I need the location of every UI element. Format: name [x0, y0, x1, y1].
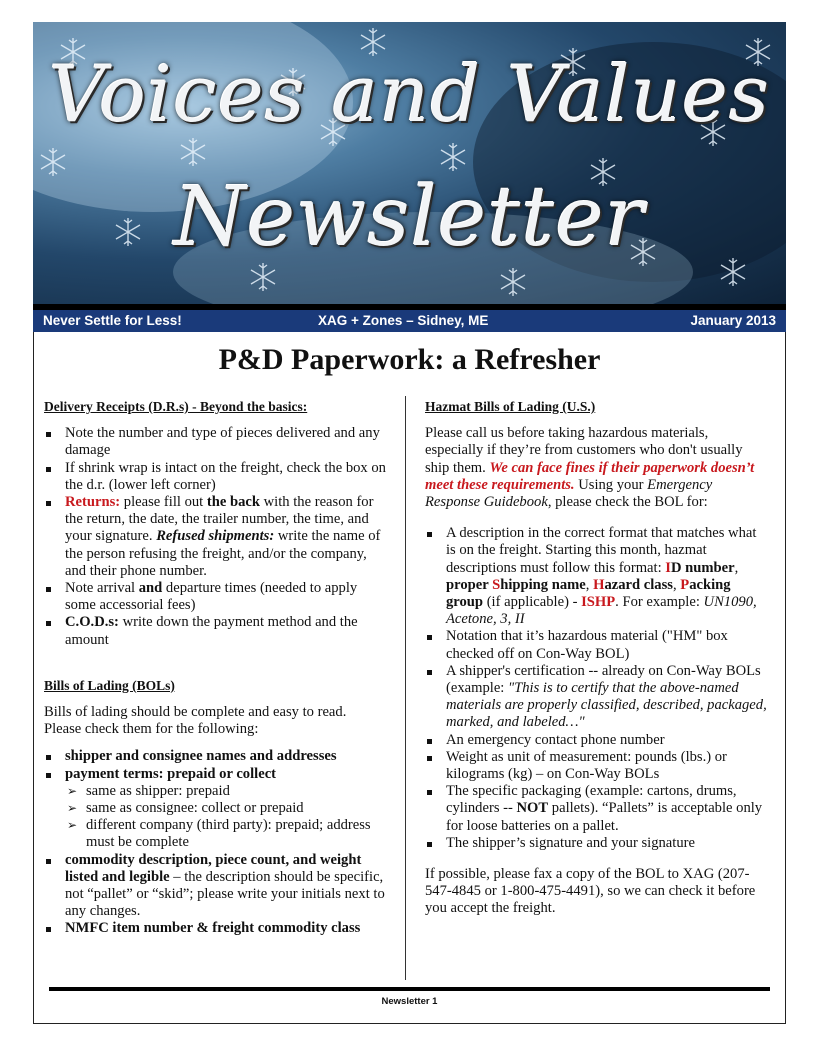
list-item: The shipper’s signature and your signature — [425, 835, 768, 852]
footer-rule — [49, 987, 770, 991]
list-item: An emergency contact phone number — [425, 732, 768, 749]
list-item: The specific packaging (example: cartons, drums, cylinders -- NOT pallets). “Pallets” is acceptable only for loose batteries on a pallet. — [425, 783, 768, 835]
delivery-receipts-list — [44, 425, 386, 649]
masthead-banner — [33, 22, 786, 304]
list-item: If shrink wrap is intact on the freight, check the box on the d.r. (lower left corner) — [44, 460, 386, 494]
band-location: XAG + Zones – Sidney, ME — [318, 313, 489, 328]
list-item: Returns: please fill out the back with the reason for the return, the date, the trailer number, the time, and your signature. Refused shipments: write the name of the person refusing the freight, and/or the company, and their phone number. — [44, 494, 386, 580]
section-heading-delivery-receipts: Delivery Receipts (D.R.s) - Beyond the basics: — [44, 399, 308, 414]
hazmat-intro: Please call us before taking hazardous materials, especially if they’re from customers who don't usually ship them. We can face fines if their paperwork doesn’t meet these requirements. Using your Emergency Response Guidebook, please check the BOL for: — [425, 425, 755, 511]
bol-intro: Bills of lading should be complete and easy to read. Please check them for the following: — [44, 704, 347, 738]
list-item: shipper and consignee names and addresses — [44, 748, 386, 765]
list-item: payment terms: prepaid or collect ➢ same as shipper: prepaid ➢ same as consignee: collect or prepaid ➢ different company (third party): prepaid; address must be complete — [44, 766, 386, 852]
sub-list-item: ➢ same as consignee: collect or prepaid — [65, 800, 386, 817]
article-headline: P&D Paperwork: a Refresher — [218, 343, 601, 376]
list-item: commodity description, piece count, and weight listed and legible – the description should be specific, not “pallet” or “skid”; please write your initials next to any changes. — [44, 852, 386, 921]
fax-instructions: If possible, please fax a copy of the BOL to XAG (207-547-4845 or 1-800-475-4491), so we can check it before you accept the freight. — [425, 866, 756, 917]
list-item: Note the number and type of pieces delivered and any damage — [44, 425, 386, 459]
right-column — [425, 398, 768, 918]
hazmat-checklist — [425, 525, 768, 852]
section-heading-hazmat: Hazmat Bills of Lading (U.S.) — [425, 399, 596, 414]
list-item: C.O.D.s: write down the payment method and the amount — [44, 614, 386, 648]
column-divider — [405, 396, 406, 980]
left-column — [44, 398, 386, 938]
bol-checklist — [44, 748, 386, 937]
list-item: NMFC item number & freight commodity class — [44, 920, 386, 937]
sub-list-item: ➢ different company (third party): prepaid; address must be complete — [65, 817, 386, 851]
page-footer: Newsletter 1 — [381, 996, 438, 1007]
section-heading-bills-of-lading: Bills of Lading (BOLs) — [44, 677, 175, 693]
fines-warning: We can face fines if their paperwork doesn’t meet these requirements. — [425, 459, 755, 493]
list-item: Weight as unit of measurement: pounds (lbs.) or kilograms (kg) – on Con-Way BOLs — [425, 749, 768, 783]
masthead-title-line1: Voices and Values — [48, 50, 771, 140]
list-item: Note arrival and departure times (needed to apply some accessorial fees) — [44, 580, 386, 614]
list-item: Notation that it’s hazardous material ("HM" box checked off on Con-Way BOL) — [425, 628, 768, 662]
band-date: January 2013 — [690, 313, 776, 328]
payment-terms-sublist — [65, 783, 386, 852]
masthead-title-line2: Newsletter — [174, 170, 645, 265]
sub-list-item: ➢ same as shipper: prepaid — [65, 783, 386, 800]
list-item: A description in the correct format that matches what is on the freight. Starting this month, hazmat descriptions must follow this format: ID number, proper Shipping name, Hazard class, Packing group (if applicable) - ISHP. For example: UN1090, Acetone, 3, II — [425, 525, 768, 628]
band-tagline: Never Settle for Less! — [43, 313, 182, 328]
list-item: A shipper's certification -- already on Con-Way BOLs (example: "This is to certify that the above-named materials are properly classified, described, packaged, marked, and labeled…" — [425, 663, 768, 732]
info-band — [33, 310, 786, 332]
